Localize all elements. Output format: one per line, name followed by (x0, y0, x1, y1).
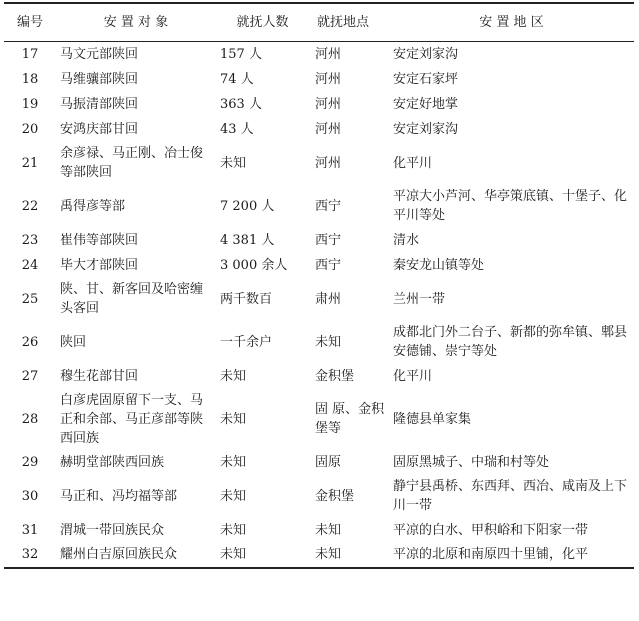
row-place: 河州 (315, 46, 342, 62)
table-body (4, 42, 634, 568)
table-row (4, 389, 634, 450)
table-row (4, 117, 634, 142)
row-place: 河州 (315, 71, 342, 87)
resettlement-table (4, 2, 634, 569)
row-place: 肃州 (315, 291, 342, 307)
table-row (4, 364, 634, 389)
row-number: 32 (21, 547, 39, 562)
row-area: 平凉的白水、甲积峪和下阳家一带 (393, 522, 589, 538)
row-object: 马振清部陕回 (60, 96, 139, 112)
row-area: 安定石家坪 (393, 71, 459, 87)
row-object: 渭城一带回族民众 (60, 522, 165, 538)
row-count: 一千余户 (220, 334, 273, 350)
row-area: 固原黑城子、中瑞和村等处 (393, 454, 550, 470)
row-place: 西宁 (315, 198, 342, 214)
row-number: 20 (21, 121, 39, 137)
row-area: 化平川 (393, 368, 433, 384)
row-number: 22 (21, 198, 39, 214)
header-row (4, 3, 634, 42)
table-row (4, 278, 634, 321)
row-place: 金积堡 (315, 368, 355, 384)
row-count: 157 人 (220, 46, 262, 62)
row-area: 清水 (393, 232, 420, 248)
row-object: 安鸿庆部甘回 (60, 121, 139, 137)
header-area: 安 置 地 区 (479, 15, 544, 30)
row-object: 耀州白吉原回族民众 (60, 547, 178, 562)
row-place: 金积堡 (315, 488, 355, 504)
table-row (4, 321, 634, 364)
row-place: 未知 (315, 522, 342, 538)
row-number: 26 (21, 334, 39, 350)
row-place: 河州 (315, 96, 342, 112)
row-count: 3 000 余人 (220, 257, 288, 273)
row-object: 崔伟等部陕回 (60, 232, 139, 248)
row-place: 河州 (315, 155, 342, 171)
row-count: 未知 (220, 454, 247, 470)
row-count: 未知 (220, 522, 247, 538)
row-area: 秦安龙山镇等处 (393, 257, 485, 273)
table-row (4, 67, 634, 92)
row-object: 马文元部陕回 (60, 46, 139, 62)
row-object: 禹得彦等部 (60, 198, 126, 214)
row-area: 静宁县禹桥、东西拜、西冶、咸南及上下川一带 (393, 479, 628, 513)
row-area: 平凉的北原和南原四十里铺，化平 (393, 547, 589, 562)
row-count: 未知 (220, 368, 247, 384)
table-row (4, 518, 634, 543)
row-number: 25 (21, 291, 39, 307)
row-count: 两千数百 (220, 291, 273, 307)
row-number: 29 (21, 454, 39, 470)
row-count: 未知 (220, 411, 247, 427)
row-place: 未知 (315, 334, 342, 350)
row-number: 17 (21, 46, 39, 62)
row-count: 43 人 (220, 121, 254, 137)
row-place: 西宁 (315, 232, 342, 248)
row-number: 23 (21, 232, 39, 248)
table-header (4, 3, 634, 42)
row-number: 27 (21, 368, 39, 384)
row-count: 74 人 (220, 71, 254, 87)
row-number: 18 (21, 71, 39, 87)
row-count: 363 人 (220, 96, 262, 112)
row-count: 4 381 人 (220, 232, 275, 248)
table-row (4, 185, 634, 228)
table-row (4, 253, 634, 278)
row-place: 河州 (315, 121, 342, 137)
row-object: 白彦虎固原留下一支、马正和余部、马正彦部等陕西回族 (60, 392, 204, 446)
header-no: 编号 (16, 15, 43, 30)
row-area: 平凉大小芦河、华亭策底镇、十堡子、化平川等处 (393, 189, 628, 223)
row-number: 21 (21, 155, 39, 171)
header-object: 安 置 对 象 (103, 15, 169, 30)
table-row (4, 228, 634, 253)
header-place: 就抚地点 (317, 15, 370, 30)
row-object: 马正和、冯均福等部 (60, 488, 178, 504)
row-place: 西宁 (315, 257, 342, 273)
row-count: 未知 (220, 155, 247, 171)
row-area: 化平川 (393, 155, 433, 171)
row-area: 安定刘家沟 (393, 121, 459, 137)
table-row (4, 475, 634, 518)
row-area: 安定刘家沟 (393, 46, 459, 62)
row-area: 成都北门外二台子、新都的弥牟镇、郫县安德铺、崇宁等处 (393, 325, 628, 359)
row-number: 28 (21, 411, 39, 427)
row-number: 19 (21, 96, 39, 112)
row-number: 24 (21, 257, 39, 273)
row-place: 未知 (315, 547, 342, 562)
row-object: 穆生花部甘回 (60, 368, 139, 384)
row-area: 兰州一带 (393, 291, 446, 307)
row-object: 赫明堂部陕西回族 (60, 454, 165, 470)
row-place: 固 原、金积堡等 (315, 402, 385, 436)
row-area: 隆德县单家集 (393, 411, 472, 427)
row-count: 未知 (220, 547, 247, 562)
table-row (4, 92, 634, 117)
table-row (4, 450, 634, 475)
table-row (4, 142, 634, 185)
row-count: 7 200 人 (220, 198, 275, 214)
row-place: 固原 (315, 454, 342, 470)
row-object: 陕回 (60, 334, 87, 350)
row-count: 未知 (220, 488, 247, 504)
table-row (4, 42, 634, 67)
header-count: 就抚人数 (236, 15, 289, 30)
row-object: 陕、甘、新客回及哈密缠头客回 (60, 282, 204, 316)
row-number: 31 (21, 522, 39, 538)
table-row (4, 543, 634, 568)
row-object: 余彦禄、马正刚、冶士俊等部陕回 (60, 146, 204, 180)
row-object: 马维骧部陕回 (60, 71, 139, 87)
row-number: 30 (21, 488, 39, 504)
row-object: 毕大才部陕回 (60, 257, 139, 273)
row-area: 安定好地掌 (393, 96, 459, 112)
